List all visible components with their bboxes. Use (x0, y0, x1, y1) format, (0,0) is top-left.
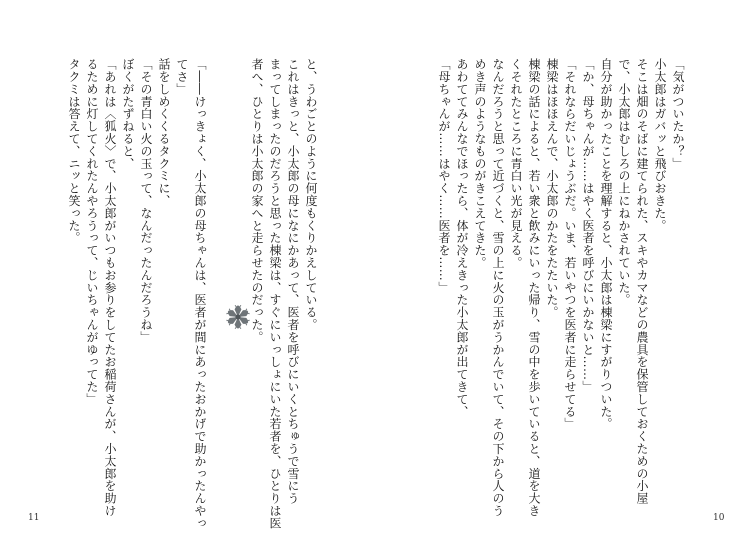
text-line: 「母ちゃんが……はやく……医者を……」 (437, 58, 451, 294)
text-line: タクミは答えて、ニッと笑った。 (67, 58, 81, 244)
text-line: で、小太郎はむしろの上にねかされていた。 (617, 58, 631, 306)
text-line: そこは畑のそばに建てられた、スキやカマなどの農具を保管しておくための小屋 (635, 58, 649, 505)
text-line: ぼくがたずねると、 (121, 58, 135, 170)
page-number-right: 10 (713, 513, 725, 523)
text-line: 話をしめくくるタクミに、 (157, 58, 171, 207)
text-line: 棟梁の話によると、若い衆と飲みにいった帰り、雪の中を歩いていると、道を大き (527, 58, 541, 517)
text-line: 自分が助かったことを理解すると、小太郎は棟梁にすがりついた。 (599, 58, 613, 430)
text-line: あわててみんなでほったら、体が冷えきった小太郎が出てきて、 (455, 58, 469, 418)
text-line: と、うわごとのように何度もくりかえしている。 (304, 58, 318, 331)
text-line: 棟梁はほほえんで、小太郎のかたをたたいた。 (545, 58, 559, 319)
text-line: くそれたところに青白い光が見える。 (509, 58, 523, 269)
text-line: 「――けっきょく、小太郎の母ちゃんは、医者が間にあったおかげで助かったんやっ (193, 58, 207, 530)
text-line: 「あれは〈狐火〉で、小太郎がいつもお参りをしてたお稲荷さんが、小太郎を助け (103, 58, 117, 517)
snowflake-icon (221, 300, 255, 334)
text-line: 「気がついたか？」 (671, 58, 685, 170)
text-line: 小太郎はガバッと飛びおきた。 (653, 58, 667, 232)
text-line: 「その青白い火の玉って、なんだったんだろうね」 (139, 58, 153, 344)
text-line: めき声のようなものがきこえてきた。 (473, 58, 487, 269)
text-line: 「それならだいじょうぶだ。いま、若いやつを医者に走らせてる」 (563, 58, 577, 430)
text-line: これはきっと、小太郎の母になにかあって、医者を呼びにいくとちゅうで雪にう (286, 58, 300, 505)
page-right (375, 0, 750, 551)
text-line: なんだろうと思って近づくと、雪の上に火の玉がうかんでいて、その下から人のう (491, 58, 505, 517)
text-line: てさ」 (175, 58, 189, 96)
text-line: 者へ、ひとりは小太郎の家へと走らせたのだった。 (250, 58, 264, 344)
text-line: るために灯してくれたんやろうって、じいちゃんがゆってた」 (85, 58, 99, 406)
page-number-left: 11 (28, 513, 40, 523)
text-line: 「か、母ちゃんが……はやく医者を呼びにいかないと……」 (581, 58, 595, 393)
text-line: まってしまったのだろうと思った棟梁は、すぐにいっしょにいた若者を、ひとりは医 (268, 58, 282, 530)
